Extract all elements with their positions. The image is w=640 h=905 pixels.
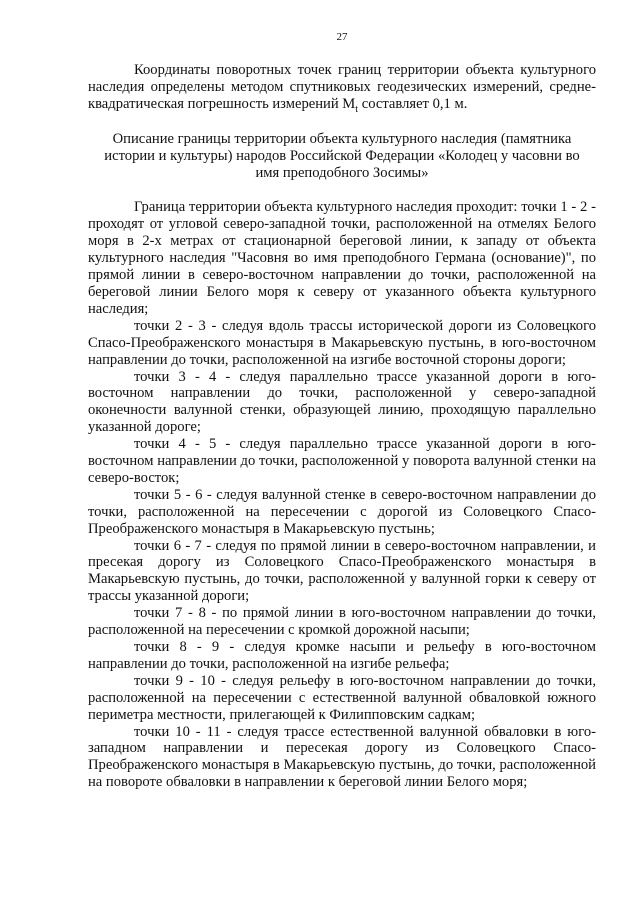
boundary-paragraph: точки 10 - 11 - следуя трассе естественной валунной обваловки в юго-западном направлении и пересекая дорогу из Соловецкого Спасо-Преображенского монастыря в Макарьевскую пустынь, до точки, расположенной на повороте обваловки в направлении к береговой линии Белого моря; <box>88 723 596 791</box>
intro-text-after: составляет 0,1 м. <box>358 95 468 112</box>
boundary-paragraph: точки 9 - 10 - следуя рельефу в юго-восточном направлении до точки, расположенной на пересечении с естественной валунной обваловкой южного периметра местности, прилегающей к Филипповским садкам; <box>88 672 596 723</box>
intro-paragraph <box>88 62 596 113</box>
boundary-paragraph: точки 7 - 8 - по прямой линии в юго-восточном направлении до точки, расположенной на пересечении с кромкой дорожной насыпи; <box>88 605 596 639</box>
intro-text: Координаты поворотных точек границ территории объекта культурного наследия определены методом спутниковых геодезических измерений, среднеквадратическая погрешность измерений M <box>88 62 596 112</box>
boundary-paragraph: точки 4 - 5 - следуя параллельно трассе указанной дороги в юго-восточном направлении до точки, расположенной у поворота валунной стенки на северо-восток; <box>88 436 596 486</box>
page-number: 27 <box>336 31 348 43</box>
boundary-description <box>88 199 596 791</box>
boundary-paragraph: точки 3 - 4 - следуя параллельно трассе указанной дороги в юго-восточном направлении до точки, расположенной у северо-западной оконечности валунной стенки, образующей линию, проходящую параллельно указанной дороге; <box>88 368 596 436</box>
intro-subscript: t <box>355 103 359 115</box>
boundary-paragraph: точки 6 - 7 - следуя по прямой линии в северо-восточном направлении, и пресекая дорогу из Соловецкого Спасо-Преображенского монастыря в Макарьевскую пустынь, до точки, расположенной у валунной горки к северу от трассы указанной дороги; <box>88 537 596 605</box>
boundary-paragraph: точки 2 - 3 - следуя вдоль трассы исторической дороги из Соловецкого Спасо-Преображенского монастыря в Макарьевскую пустынь, в юго-восточном направлении до точки, расположенной на изгибе восточной стороны дороги; <box>88 317 596 368</box>
boundary-paragraph: точки 8 - 9 - следуя кромке насыпи и рельефу в юго-восточном направлении до точки, расположенной на изгибе рельефа; <box>88 639 596 672</box>
boundary-paragraph: точки 5 - 6 - следуя валунной стенке в северо-восточном направлении до точки, расположенной на пересечении с дорогой из Соловецкого Спасо-Преображенского монастыря в Макарьевскую пустынь; <box>88 486 596 537</box>
section-heading: Описание границы территории объекта культурного наследия (памятника истории и культуры) народов Российской Федерации «Колодец у часовни во имя преподобного Зосимы» <box>104 130 580 181</box>
document-page <box>88 30 596 791</box>
boundary-paragraph: Граница территории объекта культурного наследия проходит: точки 1 - 2 - проходят от угловой северо-западной точки, расположенной на отмелях Белого моря в 2-х метрах от стационарной береговой линии, к западу от объекта культурного наследия "Часовня во имя преподобного Германа (основание)", по прямой линии в северо-восточном направлении до точки, расположенной на береговой линии Белого моря к северу от указанного объекта культурного наследия; <box>88 199 596 317</box>
